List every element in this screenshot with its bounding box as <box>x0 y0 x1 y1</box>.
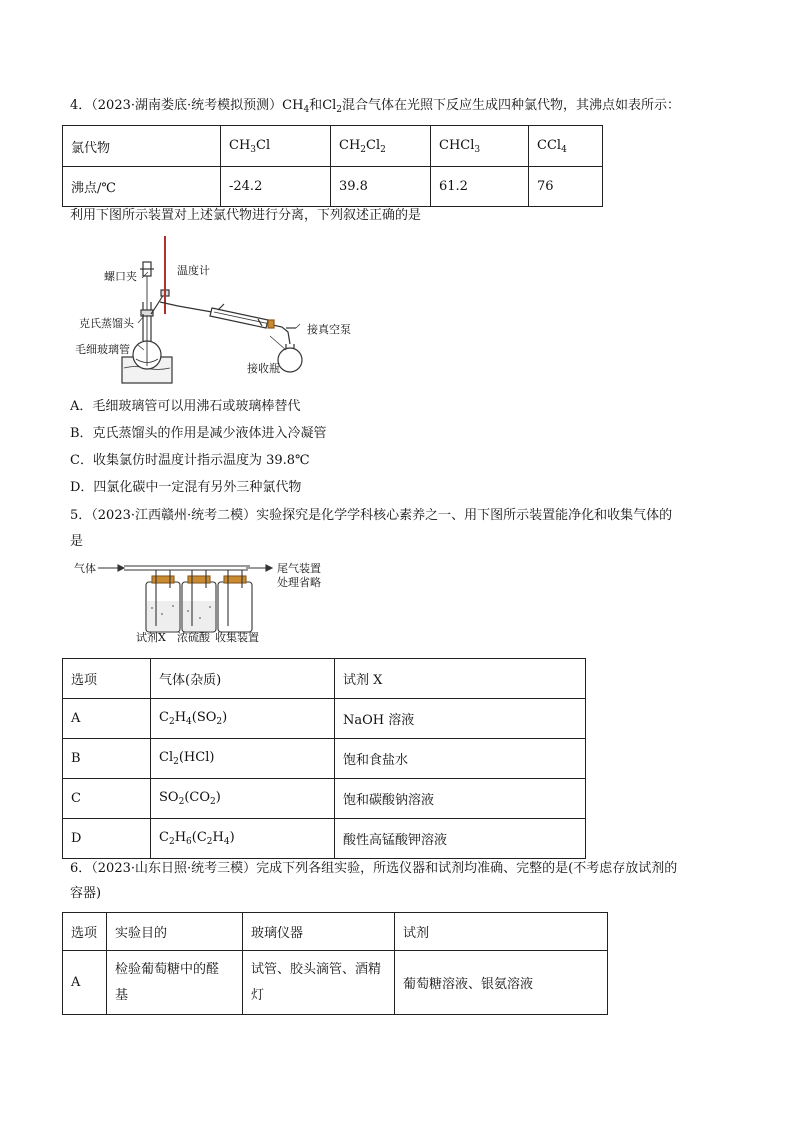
label-receiver: 接收瓶 <box>247 362 280 375</box>
header-option: 选项 <box>63 913 107 951</box>
label-capillary: 毛细玻璃管 <box>75 343 130 356</box>
cell-option: B <box>63 739 151 779</box>
formula-ch2cl2: $CH_2Cl_2$ <box>331 126 431 167</box>
cl2-formula: $Cl_2$ <box>322 98 343 115</box>
q4-prompt: 利用下图所示装置对上述氯代物进行分离，下列叙述正确的是 <box>70 208 422 223</box>
bp-value: 61.2 <box>431 167 529 207</box>
header-reagent: 试剂 <box>395 913 608 951</box>
row-label: 氯代物 <box>63 126 221 167</box>
cell-gas: $SO_2(CO_2)$ <box>151 779 335 819</box>
q6-stem-line2: 容器) <box>70 886 102 901</box>
cell-option: A <box>63 951 107 1015</box>
cell-reagent: 葡萄糖溶液、银氨溶液 <box>395 951 608 1015</box>
cell-glassware: 试管、胶头滴管、酒精 灯 <box>243 951 395 1015</box>
table-row <box>63 126 603 167</box>
cell-reagent: 饱和食盐水 <box>335 739 586 779</box>
formula-ch3cl: $CH_3Cl$ <box>221 126 331 167</box>
table-row <box>63 779 586 819</box>
q5-stem-line2: 是 <box>70 534 84 549</box>
label-conc-acid: 浓硫酸 <box>177 631 210 644</box>
table-row <box>63 699 586 739</box>
q5-table <box>62 658 586 859</box>
header-gas: 气体(杂质) <box>151 659 335 699</box>
header-option: 选项 <box>63 659 151 699</box>
bp-value: -24.2 <box>221 167 331 207</box>
label-thermometer: 温度计 <box>177 264 210 277</box>
cell-option: A <box>63 699 151 739</box>
cell-gas: $C_2H_4(SO_2)$ <box>151 699 335 739</box>
ch4-formula: $CH_4$ <box>282 98 310 115</box>
table-row <box>63 739 586 779</box>
label-gas-in: 气体 <box>74 562 96 575</box>
cell-option: C <box>63 779 151 819</box>
label-tail-gas-2: 处理省略 <box>277 576 321 589</box>
formula-ccl4: CCl$_4$ <box>529 126 603 167</box>
table-row <box>63 819 586 859</box>
label-reagent-x: 试剂X <box>136 631 166 644</box>
bp-value: 76 <box>529 167 603 207</box>
header-glassware: 玻璃仪器 <box>243 913 395 951</box>
option-d: D．四氯化碳中一定混有另外三种氯代物 <box>70 480 302 495</box>
bp-value: 39.8 <box>331 167 431 207</box>
table-row <box>63 659 586 699</box>
row-label: 沸点/℃ <box>63 167 221 207</box>
cell-gas: $C_2H_6(C_2H_4)$ <box>151 819 335 859</box>
q4-stem: 4．（2023·湖南娄底·统考模拟预测）$CH_4$和$Cl_2$混合气体在光照下反应生成四种氯代物，其沸点如表所示： <box>70 98 681 115</box>
table-row <box>63 913 608 951</box>
option-b: B．克氏蒸馏头的作用是减少液体进入冷凝管 <box>70 426 327 441</box>
q6-table <box>62 912 608 1015</box>
label-vacuum-pump: 接真空泵 <box>307 323 351 336</box>
option-c: C．收集氯仿时温度计指示温度为 39.8℃ <box>70 453 310 468</box>
cell-reagent: NaOH 溶液 <box>335 699 586 739</box>
cell-purpose: 检验葡萄糖中的醛 基 <box>107 951 243 1015</box>
cell-reagent: 饱和碳酸钠溶液 <box>335 779 586 819</box>
header-purpose: 实验目的 <box>107 913 243 951</box>
q5-stem-line1: 5．（2023·江西赣州·统考二模）实验探究是化学学科核心素养之一、用下图所示装置能净化和收集气体的 <box>70 508 673 523</box>
header-reagent: 试剂 X <box>335 659 586 699</box>
table-row <box>63 951 608 1015</box>
label-screw-clamp: 螺口夹 <box>104 270 137 283</box>
q4-table <box>62 125 603 207</box>
q6-stem-line1: 6．（2023·山东日照·统考三模）完成下列各组实验，所选仪器和试剂均准确、完整的是(不考虑存放试剂的 <box>70 861 678 876</box>
cell-option: D <box>63 819 151 859</box>
label-collector: 收集装置 <box>215 631 259 644</box>
label-claisen-head: 克氏蒸馏头 <box>79 317 134 330</box>
table-row <box>63 167 603 207</box>
cell-gas: $Cl_2(HCl)$ <box>151 739 335 779</box>
cell-reagent: 酸性高锰酸钾溶液 <box>335 819 586 859</box>
vacuum-distillation-figure <box>100 232 370 392</box>
formula-chcl3: CHCl$_3$ <box>431 126 529 167</box>
option-a: A．毛细玻璃管可以用沸石或玻璃棒替代 <box>70 399 301 414</box>
label-tail-gas-1: 尾气装置 <box>277 562 321 575</box>
